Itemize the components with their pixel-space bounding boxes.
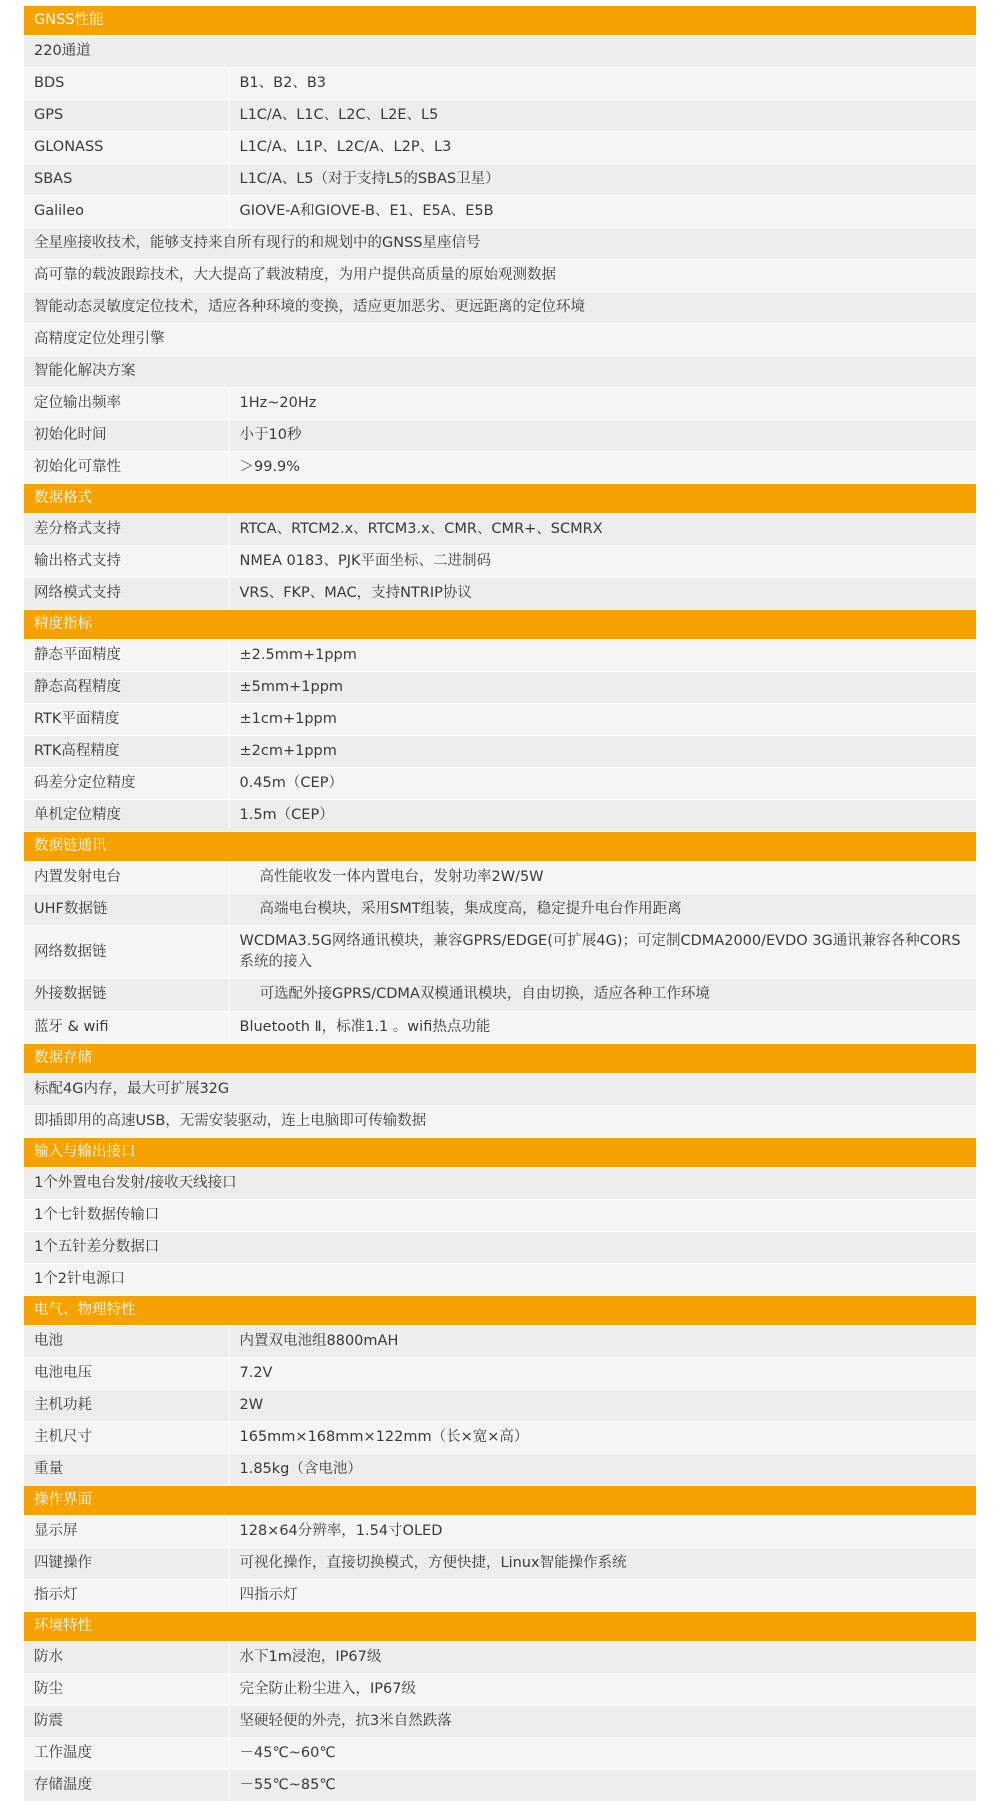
spec-row-label: 初始化时间 [24,420,229,452]
spec-row-label: SBAS [24,164,229,196]
spec-row-label: 主机功耗 [24,1389,229,1421]
spec-row-value: 坚硬轻便的外壳，抗3米自然跌落 [229,1705,976,1737]
spec-text: 220通道 [24,36,976,68]
spec-row [24,1421,976,1453]
spec-row-value: －45℃~60℃ [229,1737,976,1769]
spec-row-label: 蓝牙 & wifi [24,1011,229,1043]
spec-row-label: UHF数据链 [24,894,229,926]
spec-row-label: RTK高程精度 [24,736,229,768]
spec-row-label: 网络模式支持 [24,578,229,610]
section-header-label: 数据链通讯 [24,832,976,862]
spec-row-label: 静态高程精度 [24,672,229,704]
section-header-label: 数据存储 [24,1043,976,1073]
spec-row-label: 电池 [24,1325,229,1357]
spec-row-full [24,324,976,356]
spec-row-label: 防震 [24,1705,229,1737]
spec-row-value: Bluetooth Ⅱ，标准1.1 。wifi热点功能 [229,1011,976,1043]
spec-row-label: 单机定位精度 [24,800,229,832]
spec-row-label: 指示灯 [24,1579,229,1611]
spec-table-body [24,6,976,1801]
spec-row [24,1673,976,1705]
spec-text: 1个外置电台发射/接收天线接口 [24,1167,976,1199]
spec-row-label: 内置发射电台 [24,862,229,894]
spec-row-value: NMEA 0183、PJK平面坐标、二进制码 [229,546,976,578]
spec-row-value: 7.2V [229,1357,976,1389]
spec-row-label: BDS [24,68,229,100]
spec-row-value: L1C/A、L5（对于支持L5的SBAS卫星） [229,164,976,196]
spec-row [24,100,976,132]
spec-text: 高可靠的载波跟踪技术，大大提高了载波精度，为用户提供高质量的原始观测数据 [24,260,976,292]
spec-row-full [24,292,976,324]
spec-row [24,420,976,452]
spec-row-label: 主机尺寸 [24,1421,229,1453]
spec-row-value: 165mm×168mm×122mm（长×宽×高） [229,1421,976,1453]
spec-row [24,1579,976,1611]
spec-row-label: 网络数据链 [24,926,229,979]
section-header-row [24,610,976,640]
spec-row-value: 高性能收发一体内置电台，发射功率2W/5W [229,862,976,894]
spec-row-label: 电池电压 [24,1357,229,1389]
spec-row-full [24,260,976,292]
spec-row [24,1453,976,1485]
spec-row [24,164,976,196]
spec-row-label: 初始化可靠性 [24,452,229,484]
spec-text: 智能动态灵敏度定位技术，适应各种环境的变换，适应更加恶劣、更远距离的定位环境 [24,292,976,324]
spec-row-full [24,228,976,260]
spec-row-value: VRS、FKP、MAC，支持NTRIP协议 [229,578,976,610]
spec-row [24,1389,976,1421]
spec-row [24,862,976,894]
section-header-row [24,1611,976,1641]
spec-row-full [24,1167,976,1199]
spec-row-label: 输出格式支持 [24,546,229,578]
spec-row-value: 0.45m（CEP） [229,768,976,800]
spec-row-label: 外接数据链 [24,979,229,1011]
spec-row-full [24,1105,976,1137]
section-header-label: 操作界面 [24,1485,976,1515]
spec-row-value: L1C/A、L1P、L2C/A、L2P、L3 [229,132,976,164]
spec-row [24,926,976,979]
spec-row-value: 2W [229,1389,976,1421]
spec-row-value: 完全防止粉尘进入，IP67级 [229,1673,976,1705]
spec-table [24,6,976,1802]
section-header-row [24,1137,976,1167]
spec-row-full [24,1073,976,1105]
spec-row-value: 1Hz~20Hz [229,388,976,420]
spec-row-full [24,1199,976,1231]
spec-row-value: 水下1m浸泡，IP67级 [229,1641,976,1673]
spec-row [24,1357,976,1389]
spec-row-value: 128×64分辨率，1.54寸OLED [229,1515,976,1547]
spec-text: 1个2针电源口 [24,1263,976,1295]
spec-row-label: 重量 [24,1453,229,1485]
spec-row-label: GPS [24,100,229,132]
spec-row [24,704,976,736]
spec-row [24,672,976,704]
spec-row-value: L1C/A、L1C、L2C、L2E、L5 [229,100,976,132]
spec-row-value: ±2cm+1ppm [229,736,976,768]
spec-row-value: ±2.5mm+1ppm [229,640,976,672]
section-header-row [24,6,976,36]
spec-row-label: 显示屏 [24,1515,229,1547]
spec-row [24,388,976,420]
spec-text: 1个七针数据传输口 [24,1199,976,1231]
spec-text: 1个五针差分数据口 [24,1231,976,1263]
section-header-label: 数据格式 [24,484,976,514]
section-header-row [24,1485,976,1515]
spec-row-value: 可视化操作，直接切换模式，方便快捷，Linux智能操作系统 [229,1547,976,1579]
section-header-label: 环境特性 [24,1611,976,1641]
spec-row [24,1705,976,1737]
spec-row-label: 防水 [24,1641,229,1673]
spec-row-value: ＞99.9% [229,452,976,484]
section-header-label: GNSS性能 [24,6,976,36]
section-header-row [24,832,976,862]
spec-row-label: 防尘 [24,1673,229,1705]
section-header-row [24,1043,976,1073]
spec-text: 即插即用的高速USB，无需安装驱动，连上电脑即可传输数据 [24,1105,976,1137]
spec-row [24,1325,976,1357]
spec-row [24,640,976,672]
section-header-label: 输入与输出接口 [24,1137,976,1167]
spec-row-label: 差分格式支持 [24,514,229,546]
spec-row-label: RTK平面精度 [24,704,229,736]
spec-row [24,1011,976,1043]
spec-row-value: GIOVE-A和GIOVE-B、E1、E5A、E5B [229,196,976,228]
spec-row [24,68,976,100]
section-header-row [24,484,976,514]
spec-row-full [24,1263,976,1295]
spec-row-label: 码差分定位精度 [24,768,229,800]
section-header-row [24,1295,976,1325]
spec-row-label: 存储温度 [24,1769,229,1801]
spec-row-value: WCDMA3.5G网络通讯模块，兼容GPRS/EDGE(可扩展4G)；可定制CDMA2000/EVDO 3G通讯兼容各种CORS系统的接入 [229,926,976,979]
spec-row-value: B1、B2、B3 [229,68,976,100]
spec-row-label: Galileo [24,196,229,228]
spec-row [24,800,976,832]
spec-row [24,196,976,228]
spec-row [24,546,976,578]
spec-row-label: 定位输出频率 [24,388,229,420]
spec-row [24,1515,976,1547]
spec-row [24,578,976,610]
spec-row [24,1547,976,1579]
spec-row-value: －55℃~85℃ [229,1769,976,1801]
spec-row-full [24,356,976,388]
spec-text: 全星座接收技术，能够支持来自所有现行的和规划中的GNSS星座信号 [24,228,976,260]
spec-row [24,736,976,768]
spec-row-label: 四键操作 [24,1547,229,1579]
section-header-label: 精度指标 [24,610,976,640]
section-header-label: 电气、物理特性 [24,1295,976,1325]
spec-row-full [24,36,976,68]
spec-row-value: 四指示灯 [229,1579,976,1611]
spec-row-value: RTCA、RTCM2.x、RTCM3.x、CMR、CMR+、SCMRX [229,514,976,546]
spec-row-value: 内置双电池组8800mAH [229,1325,976,1357]
spec-row [24,452,976,484]
spec-row-label: 静态平面精度 [24,640,229,672]
spec-text: 高精度定位处理引擎 [24,324,976,356]
spec-row [24,1769,976,1801]
spec-row [24,979,976,1011]
spec-row-value: 小于10秒 [229,420,976,452]
spec-row-value: 高端电台模块，采用SMT组装，集成度高，稳定提升电台作用距离 [229,894,976,926]
spec-row-value: ±1cm+1ppm [229,704,976,736]
spec-row-full [24,1231,976,1263]
spec-row [24,1641,976,1673]
spec-row-value: 1.85kg（含电池） [229,1453,976,1485]
spec-row [24,768,976,800]
spec-row [24,132,976,164]
spec-row-label: 工作温度 [24,1737,229,1769]
spec-row [24,514,976,546]
spec-row-value: 可选配外接GPRS/CDMA双模通讯模块，自由切换，适应各种工作环境 [229,979,976,1011]
spec-text: 标配4G内存，最大可扩展32G [24,1073,976,1105]
spec-row-value: ±5mm+1ppm [229,672,976,704]
spec-row [24,894,976,926]
spec-row-label: GLONASS [24,132,229,164]
spec-text: 智能化解决方案 [24,356,976,388]
spec-row-value: 1.5m（CEP） [229,800,976,832]
spec-row [24,1737,976,1769]
